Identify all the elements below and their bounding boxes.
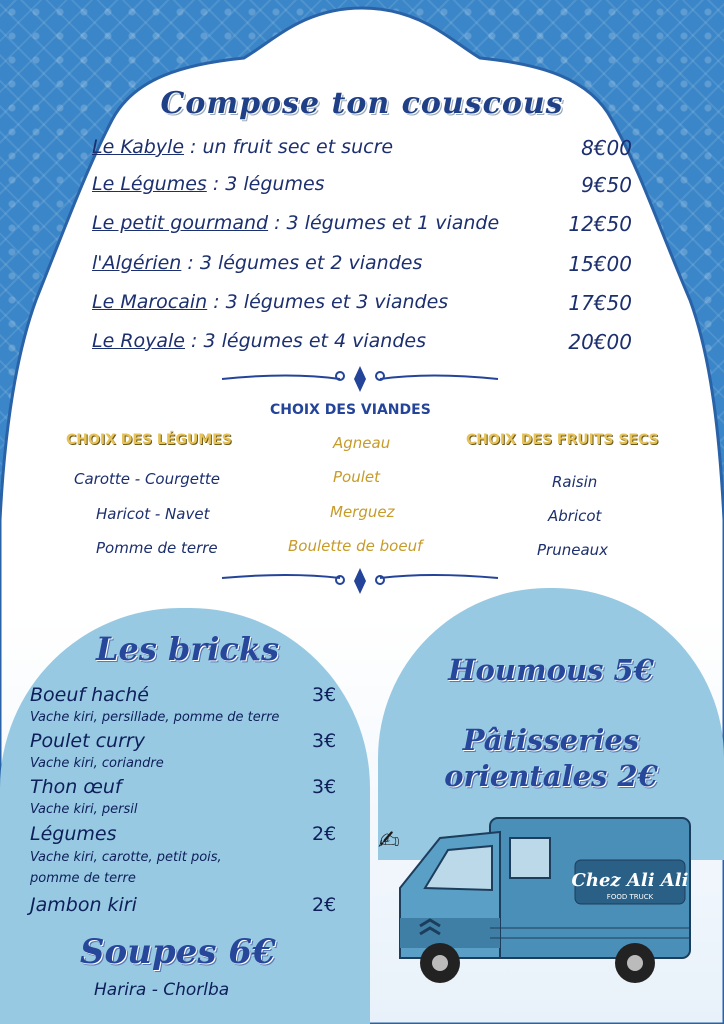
brick-price: 3€ (312, 776, 337, 798)
brick-name: Légumes (30, 823, 117, 845)
couscous-item (92, 173, 632, 203)
brick-name: Jambon kiri (30, 894, 137, 916)
couscous-name: l'Algérien (92, 252, 182, 274)
couscous-name: Le Kabyle (92, 136, 185, 158)
legume-item: Pomme de terre (96, 539, 218, 557)
brick-desc: Vache kiri, persil (30, 802, 138, 817)
couscous-desc: : un fruit sec et sucre (184, 136, 394, 158)
page-title: Compose ton couscous (160, 86, 564, 121)
legume-item: Carotte - Courgette (74, 470, 221, 488)
ornament-divider-bottom (220, 566, 500, 596)
couscous-price: 15€00 (568, 252, 632, 276)
legume-item: Haricot - Navet (96, 505, 210, 523)
couscous-name: Le Marocain (92, 291, 208, 313)
couscous-name: Le Légumes (92, 173, 207, 195)
couscous-price: 9€50 (581, 173, 632, 197)
brick-desc: Vache kiri, carotte, petit pois, (30, 850, 222, 865)
bricks-title: Les bricks (96, 630, 280, 668)
fruit-item: Raisin (552, 473, 598, 491)
couscous-desc: : 3 légumes et 1 viande (268, 212, 500, 234)
brick-name: Poulet curry (30, 730, 145, 752)
viande-item: Merguez (330, 503, 395, 521)
patisseries-line-1: Pâtisseries (462, 723, 640, 757)
brick-name: Thon œuf (30, 776, 122, 798)
brick-price: 3€ (312, 730, 337, 752)
couscous-price: 20€00 (568, 330, 632, 354)
viande-item: Boulette de boeuf (288, 537, 423, 555)
fruit-item: Abricot (548, 507, 602, 525)
brick-price: 3€ (312, 684, 337, 706)
legumes-heading: CHOIX DES LÉGUMES (66, 432, 232, 448)
couscous-price: 17€50 (568, 291, 632, 315)
houmous-label: Houmous 5€ (448, 653, 654, 687)
couscous-item (92, 291, 632, 321)
couscous-item (92, 330, 632, 360)
couscous-desc: : 3 légumes et 2 viandes (181, 252, 423, 274)
ornament-divider-top (220, 364, 500, 394)
soupes-list: Harira - Chorlba (94, 980, 230, 1000)
signature-icon: ✍ (378, 826, 400, 856)
truck-brand: Chez Ali Ali (571, 870, 689, 891)
couscous-name: Le petit gourmand (92, 212, 269, 234)
couscous-name: Le Royale (92, 330, 185, 352)
couscous-price: 8€00 (581, 136, 632, 160)
couscous-item (92, 252, 632, 282)
brick-name: Boeuf haché (30, 684, 149, 706)
brick-desc: Vache kiri, persillade, pomme de terre (30, 710, 280, 725)
brick-desc: Vache kiri, coriandre (30, 756, 164, 771)
brick-price: 2€ (312, 823, 337, 845)
couscous-desc: : 3 légumes et 4 viandes (185, 330, 426, 352)
soupes-title: Soupes 6€ (80, 932, 276, 972)
fruit-item: Pruneaux (537, 541, 609, 559)
fruits-heading: CHOIX DES FRUITS SECS (466, 432, 659, 448)
couscous-item (92, 136, 632, 166)
couscous-desc: : 3 légumes (206, 173, 325, 195)
viande-item: Poulet (333, 468, 381, 486)
couscous-desc: : 3 légumes et 3 viandes (207, 291, 449, 313)
food-truck-image (380, 808, 700, 1000)
couscous-price: 12€50 (568, 212, 632, 236)
brick-desc: pomme de terre (30, 871, 136, 886)
viandes-heading: CHOIX DES VIANDES (270, 402, 431, 418)
viande-item: Agneau (333, 434, 391, 452)
couscous-item (92, 212, 632, 242)
patisseries-line-2: orientales 2€ (444, 759, 658, 793)
truck-sub: FOOD TRUCK (606, 893, 654, 901)
brick-price: 2€ (312, 894, 337, 916)
